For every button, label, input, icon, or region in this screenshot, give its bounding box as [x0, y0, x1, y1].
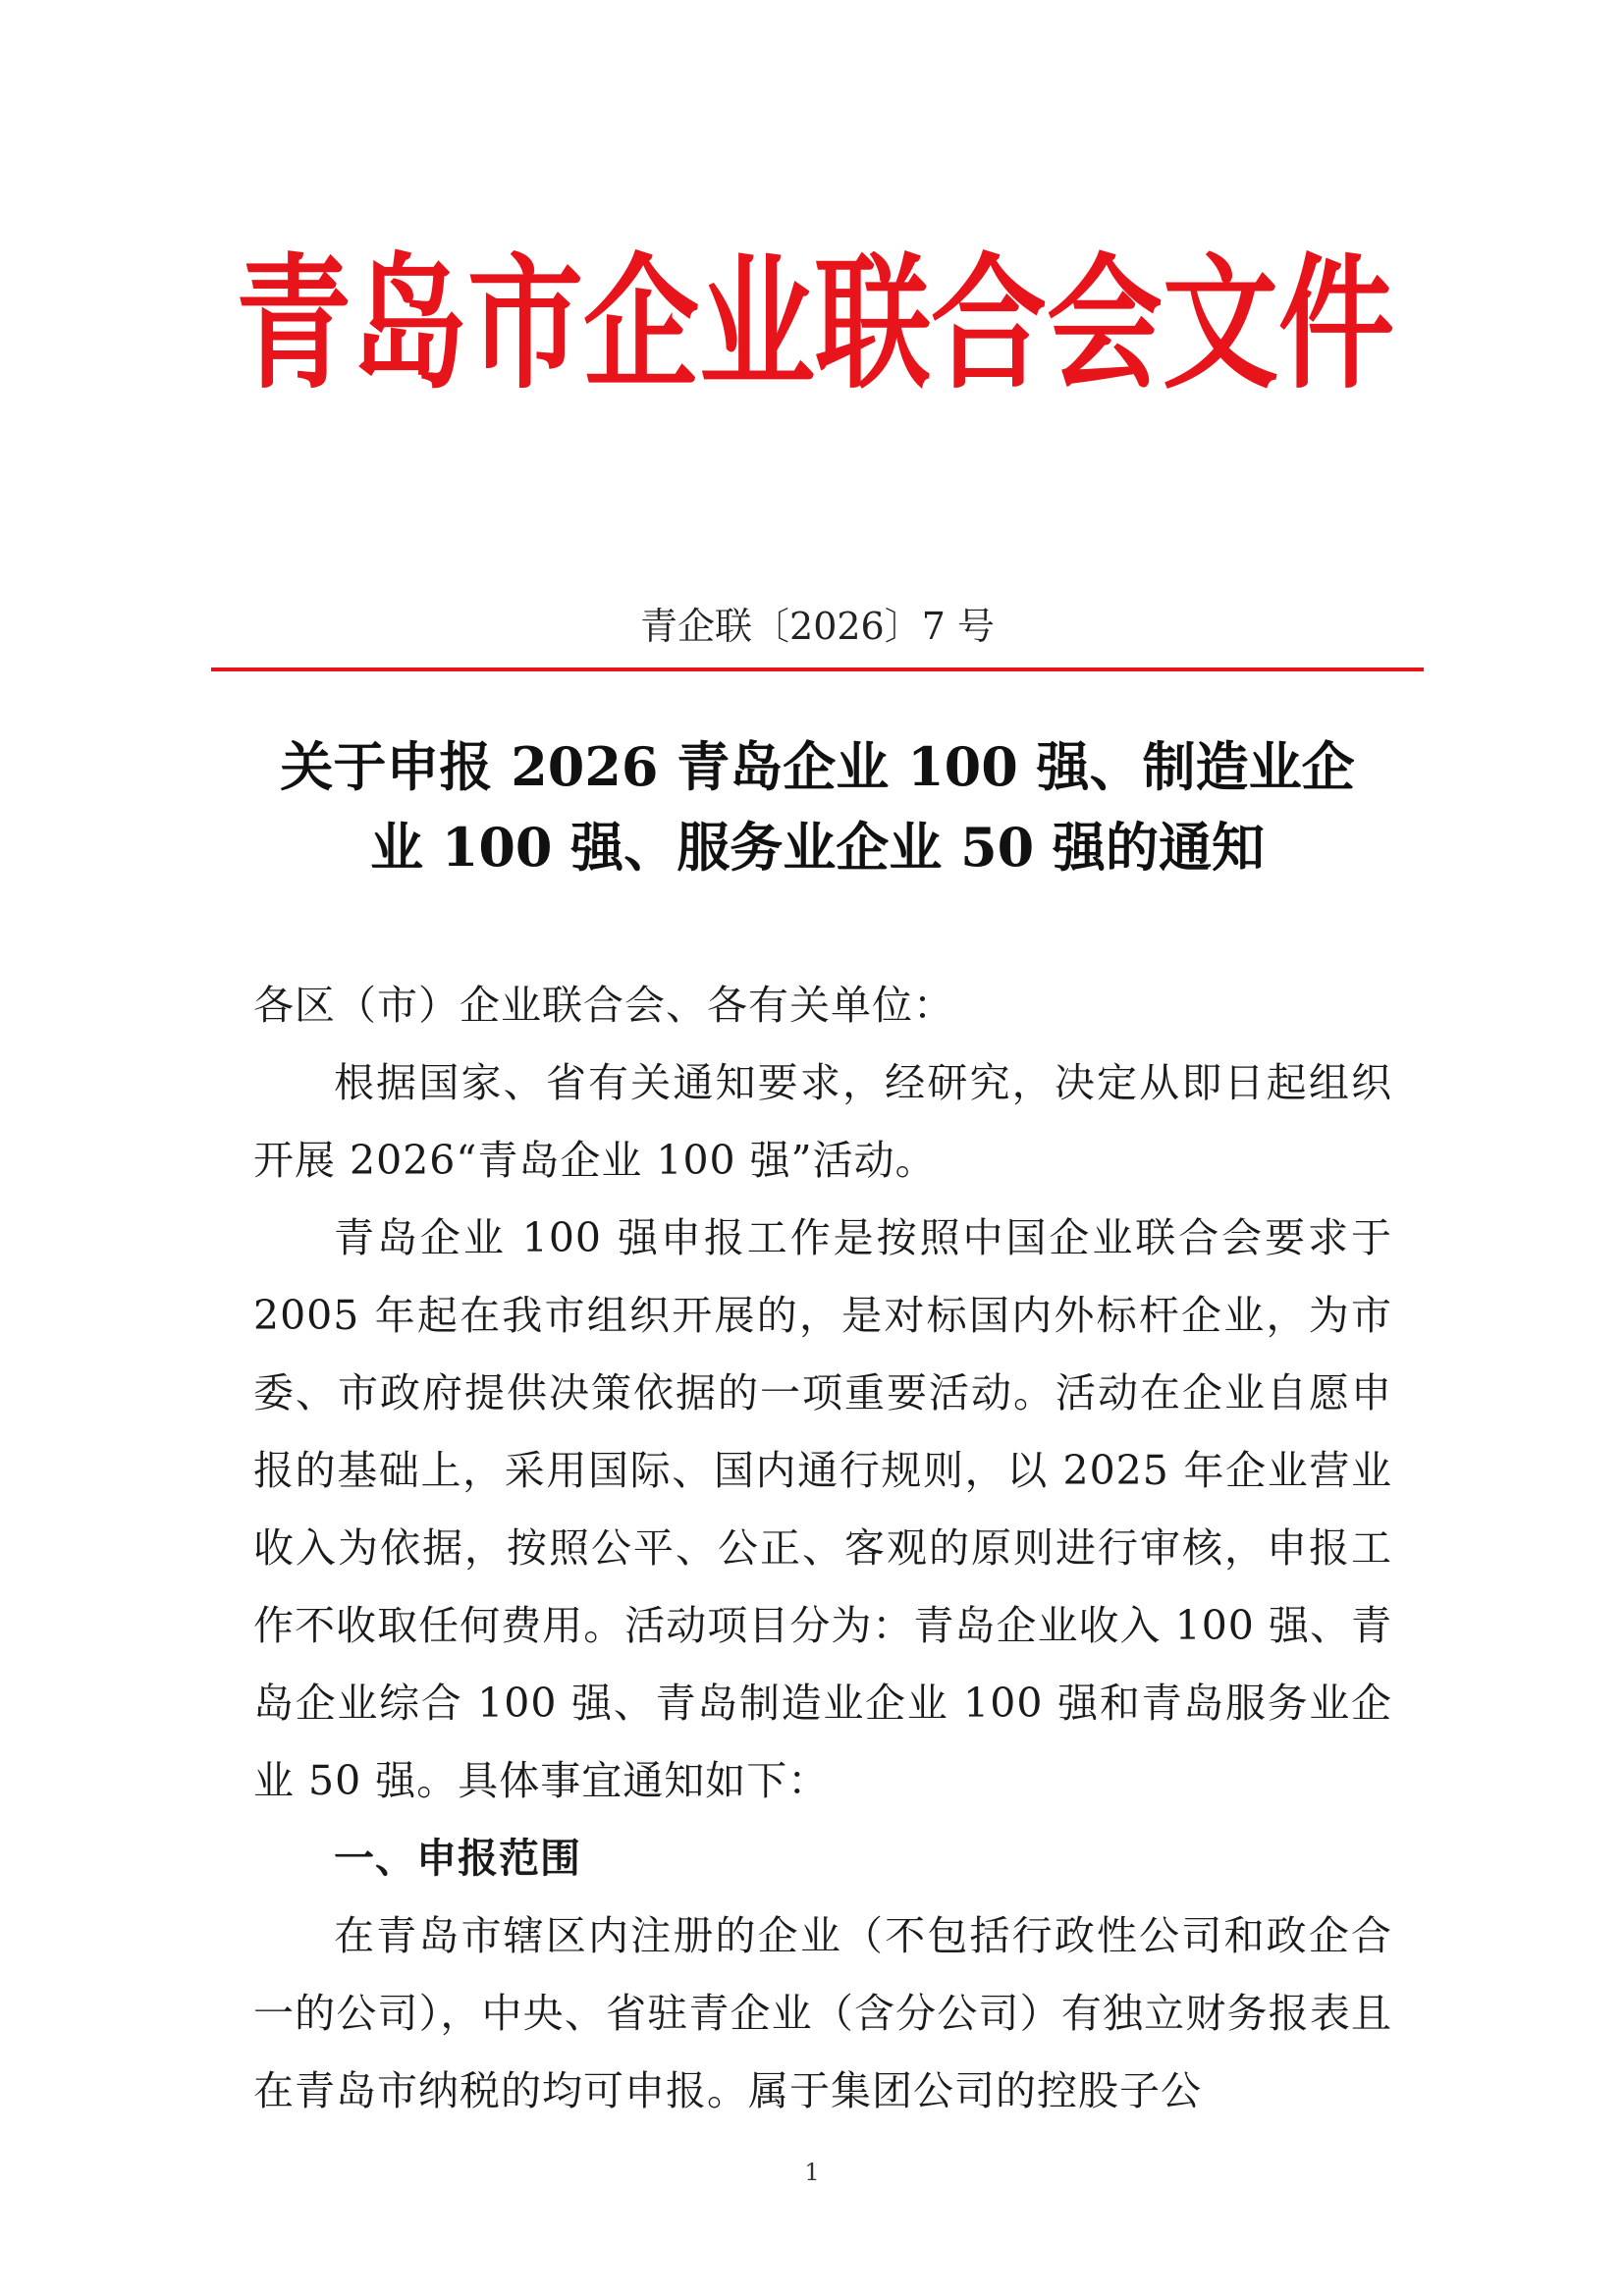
section-heading: 一、申报范围 [334, 1835, 581, 1882]
masthead-title: 青岛市企业联合会文件 [235, 239, 1394, 409]
body-paragraph: 青岛企业 100 强申报工作是按照中国企业联合会要求于 2005 年起在我市组织开展的，是对标国内外标杆企业，为市委、市政府提供决策依据的一项重要活动。活动在企业自愿申报的基础上，采用国际、国内通行规则，以 2025 年企业营业收入为依据，按照公平、公正、客观的原则进行审核，申报工作不收取任何费用。活动项目分为：青岛企业收入 100 强、青岛企业综合 100 强、青岛制造业企业 100 强和青岛服务业企业 50 强。具体事宜通知如下： [253, 1214, 1392, 1804]
notice-title [211, 726, 1424, 887]
page-number: 1 [804, 2159, 820, 2186]
salutation: 各区（市）企业联合会、各有关单位： [253, 982, 954, 1029]
section-paragraph: 在青岛市辖区内注册的企业（不包括行政性公司和政企合一的公司），中央、省驻青企业（含分公司）有独立财务报表且在青岛市纳税的均可申报。属于集团公司的控股子公 [253, 1912, 1392, 2114]
document-body [253, 967, 1392, 2130]
document-number: 青企联〔2026〕7 号 [640, 605, 995, 648]
notice-title-line-1: 关于申报 2026 青岛企业 100 强、制造业企 [280, 735, 1355, 798]
notice-title-line-2: 业 100 强、服务业企业 50 强的通知 [369, 816, 1266, 879]
red-separator-line [211, 667, 1424, 671]
body-paragraph: 根据国家、省有关通知要求，经研究，决定从即日起组织开展 2026“青岛企业 100 强”活动。 [253, 1059, 1392, 1184]
